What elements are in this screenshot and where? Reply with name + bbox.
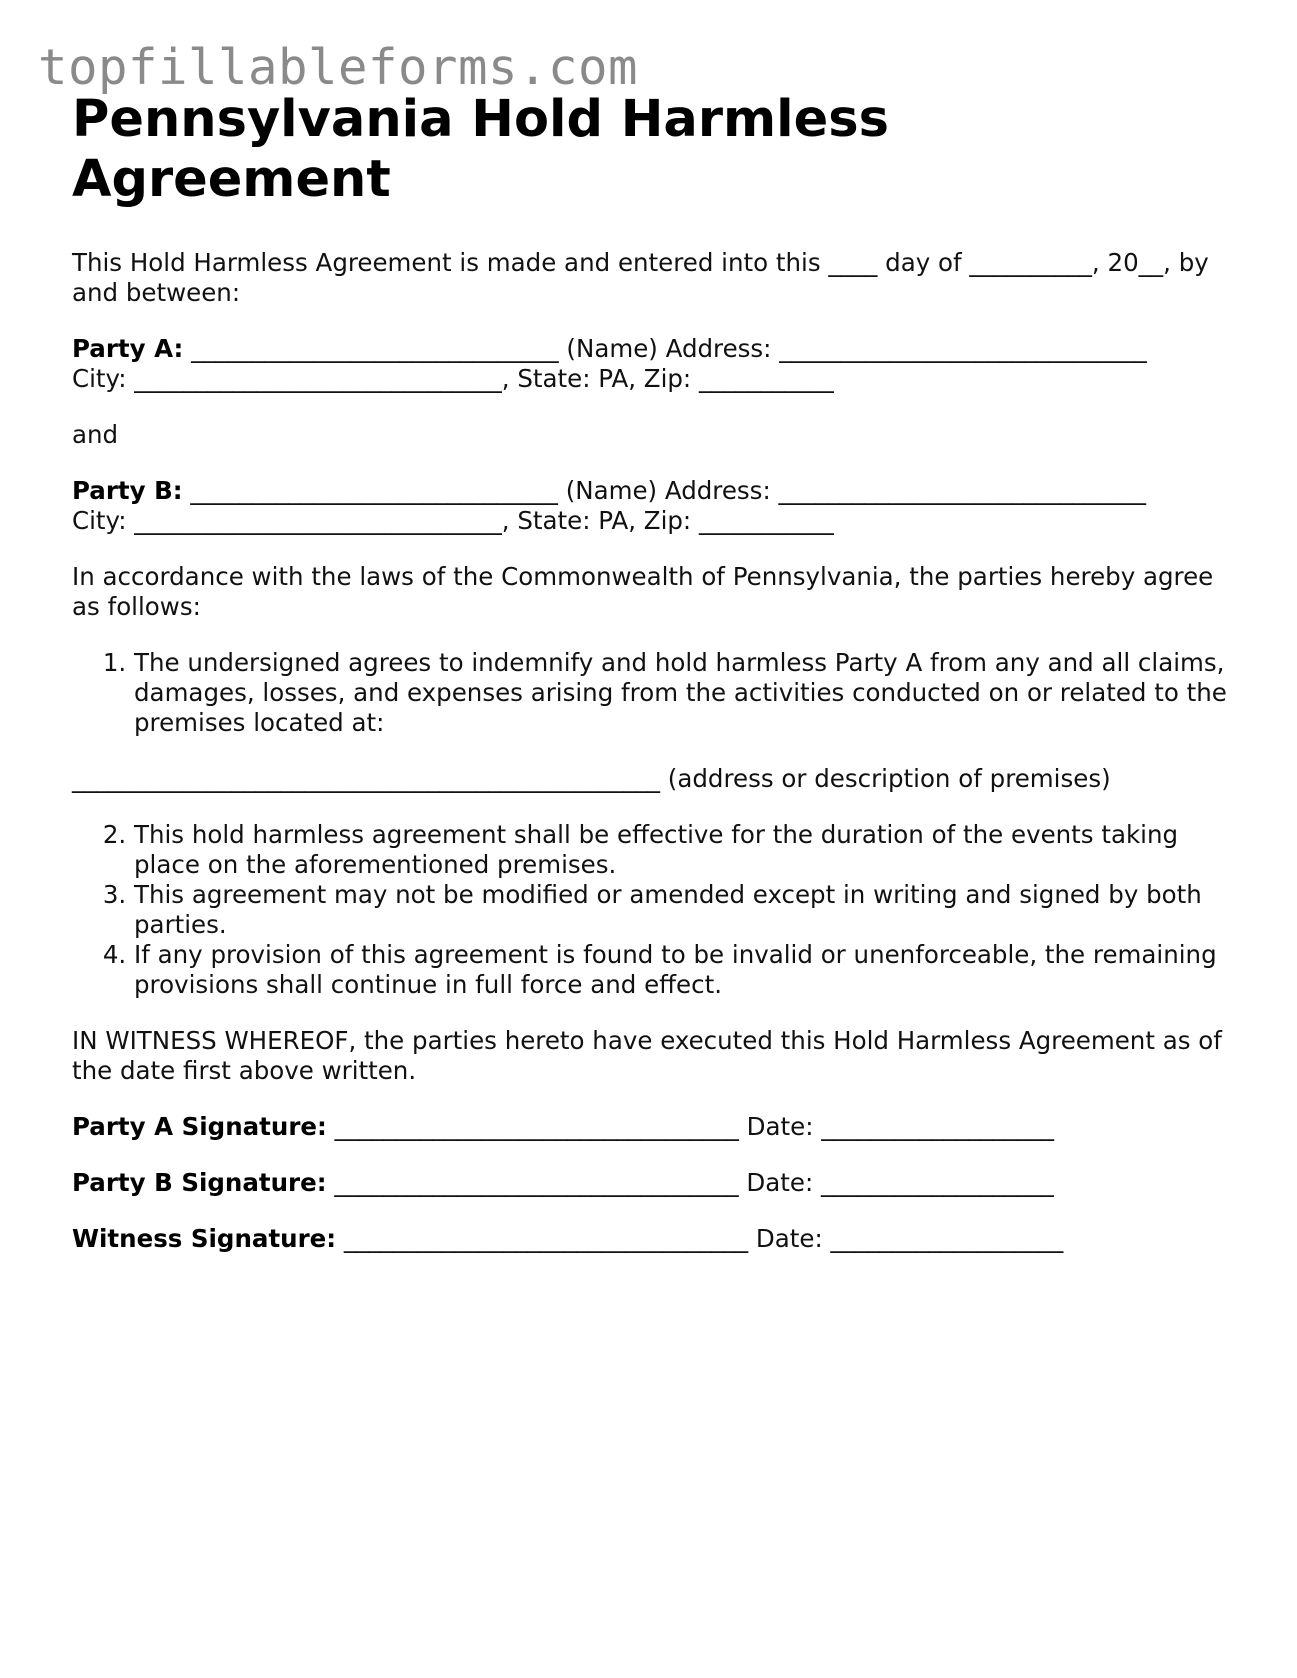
party-b-city-line[interactable]: City: ______________________________, State: PA, Zip: ___________ [72,506,834,535]
intro-paragraph: This Hold Harmless Agreement is made and entered into this ____ day of __________, 20__, by and between: [72,248,1209,307]
clause-list-2 [72,820,1232,1000]
premises-line[interactable]: ________________________________________________ (address or description of premises) [72,764,1111,793]
party-a-signature-line[interactable]: _________________________________ Date: ___________________ [334,1112,1055,1141]
party-b-signature-line[interactable]: _________________________________ Date: ___________________ [334,1168,1054,1197]
clause-list-1 [72,648,1232,738]
watermark: topfillableforms.com [38,39,639,96]
party-a-name-address-line[interactable]: ______________________________ (Name) Address: ______________________________ [191,334,1147,363]
and-text: and [72,420,119,449]
clause-item-2: 2. This hold harmless agreement shall be effective for the duration of the events taking place on the aforementioned premises. [134,820,1232,880]
witness-signature-line[interactable]: _________________________________ Date: ___________________ [343,1224,1064,1253]
clause-item-3: 3. This agreement may not be modified or amended except in writing and signed by both parties. [134,880,1232,940]
party-b-label: Party B: [72,476,183,505]
accordance-paragraph: In accordance with the laws of the Commonwealth of Pennsylvania, the parties hereby agree as follows: [72,562,1214,621]
document-title: Pennsylvania Hold Harmless Agreement [72,90,889,209]
witness-signature-label: Witness Signature: [72,1224,337,1253]
party-a-block [72,334,1232,394]
party-a-label: Party A: [72,334,184,363]
document-page [72,90,1232,1280]
party-b-name-address-line[interactable]: ______________________________ (Name) Address: ______________________________ [190,476,1146,505]
party-a-city-line[interactable]: City: ______________________________, State: PA, Zip: ___________ [72,364,834,393]
party-b-signature-row [72,1168,1232,1198]
party-b-block [72,476,1232,536]
witness-paragraph: IN WITNESS WHEREOF, the parties hereto have executed this Hold Harmless Agreement as of the date first above written. [72,1026,1222,1085]
party-a-signature-row [72,1112,1232,1142]
clause-item-4: 4. If any provision of this agreement is found to be invalid or unenforceable, the remaining provisions shall continue in full force and effect. [134,940,1232,1000]
party-a-signature-label: Party A Signature: [72,1112,327,1141]
party-b-signature-label: Party B Signature: [72,1168,327,1197]
witness-signature-row [72,1224,1232,1254]
clause-item-1: 1. The undersigned agrees to indemnify and hold harmless Party A from any and all claims, damages, losses, and expenses arising from the activities conducted on or related to the premises located at: [134,648,1232,738]
